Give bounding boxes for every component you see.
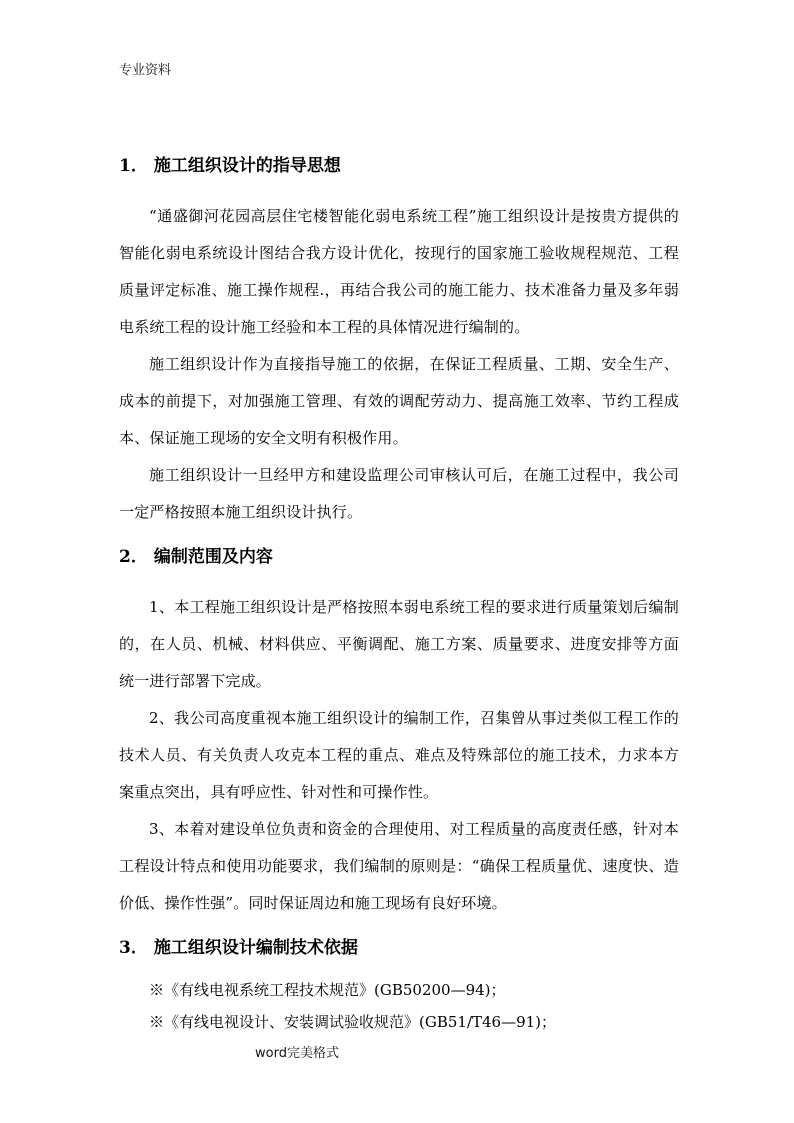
section-heading-2 — [119, 545, 679, 569]
page-footer-label: word完美格式 — [255, 1046, 339, 1061]
section-title: 施工组织设计编制技术依据 — [153, 938, 358, 958]
section-number: 2． — [119, 547, 148, 567]
reference-item: ※《有线电视系统工程技术规范》(GB50200—94)； — [149, 981, 506, 999]
paragraph: 3、本着对建设单位负责和资金的合理使用、对工程质量的高度责任感，针对本工程设计特点和使用功能要求，我们编制的原则是：“确保工程质量优、速度快、造价低、操作性强”。同时保证周边和施工现场有良好环境。 — [119, 820, 679, 912]
page-header-label: 专业资料 — [119, 63, 172, 78]
paragraph: 2、我公司高度重视本施工组织设计的编制工作，召集曾从事过类似工程工作的技术人员、有关负责人攻克本工程的重点、难点及特殊部位的施工技术，力求本方案重点突出，具有呼应性、针对性和可操作性。 — [119, 709, 679, 801]
paragraph: 施工组织设计作为直接指导施工的依据，在保证工程质量、工期、安全生产、成本的前提下，对加强施工管理、有效的调配劳动力、提高施工效率、节约工程成本、保证施工现场的安全文明有积极作用。 — [119, 355, 679, 447]
paragraph: “通盛御河花园高层住宅楼智能化弱电系统工程”施工组织设计是按贵方提供的智能化弱电系统设计图结合我方设计优化，按现行的国家施工验收规程规范、工程质量评定标准、施工操作规程.，再结合我公司的施工能力、技术准备力量及多年弱电系统工程的设计施工经验和本工程的具体情况进行编制的。 — [119, 207, 679, 336]
section-heading-3 — [119, 936, 679, 960]
paragraph: 施工组织设计一旦经甲方和建设监理公司审核认可后，在施工过程中，我公司一定严格按照本施工组织设计执行。 — [119, 466, 679, 521]
document-body — [119, 150, 679, 1038]
section-title: 编制范围及内容 — [153, 547, 273, 567]
section-number: 3． — [119, 938, 148, 958]
section-title: 施工组织设计的指导思想 — [153, 156, 341, 176]
reference-item: ※《有线电视设计、安装调试验收规范》(GB51/T46—91)； — [149, 1013, 557, 1031]
paragraph: 1、本工程施工组织设计是严格按照本弱电系统工程的要求进行质量策划后编制的，在人员、机械、材料供应、平衡调配、施工方案、质量要求、进度安排等方面统一进行部署下完成。 — [119, 598, 679, 690]
section-number: 1． — [119, 156, 148, 176]
section-heading-1 — [119, 154, 679, 178]
